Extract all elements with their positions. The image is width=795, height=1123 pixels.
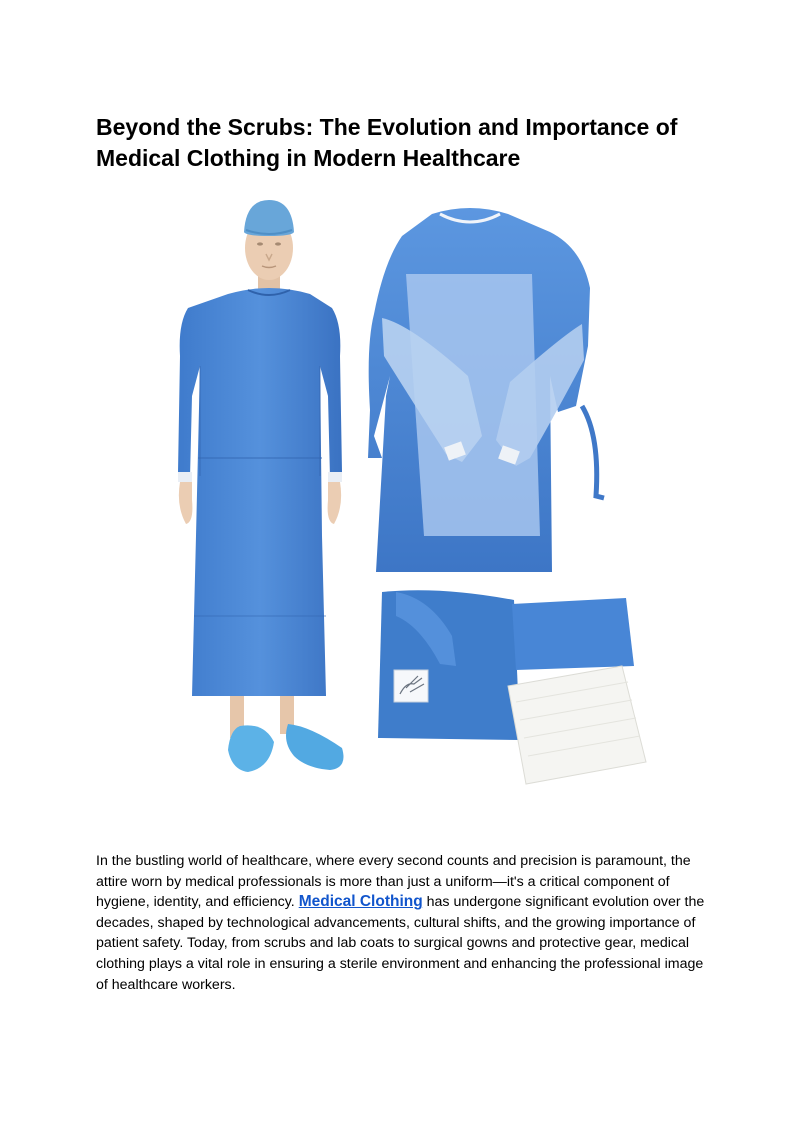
folded-gown-pack — [378, 590, 646, 784]
surgical-gown-worn — [178, 288, 342, 696]
page-title: Beyond the Scrubs: The Evolution and Importance of Medical Clothing in Modern Healthcare — [96, 114, 678, 171]
gown-tie — [582, 406, 604, 498]
intro-text-before-link: In the bustling world of healthcare, where every second counts and precision is paramount, the attire worn by medical professionals is more than just a uniform—it's a critical component of hygiene, identity, and efficiency. — [96, 853, 691, 911]
mannequin-hand-left — [179, 482, 193, 524]
shoe-cover-left — [228, 725, 274, 772]
gown-cuff-right — [328, 472, 342, 482]
surgical-cap — [244, 200, 294, 236]
mannequin-in-gown — [178, 200, 344, 772]
medical-clothing-link[interactable]: Medical Clothing — [298, 893, 423, 911]
hand-towel — [508, 666, 646, 784]
surgical-gowns-image — [170, 196, 660, 796]
gown-cuff-left — [178, 472, 192, 482]
folded-gown-second — [512, 598, 634, 670]
mannequin-hand-right — [328, 482, 342, 524]
intro-text-after-link: has undergone significant evolution over the decades, shaped by technological advancements, cultural shifts, and the growing importance of patient safety. Today, from scrubs and lab coats to surgical gowns and protective gear, medical clothing plays a vital role in ensuring a sterile environment and enhancing the professional image of healthcare workers. — [96, 894, 705, 993]
shoe-cover-right — [286, 724, 344, 770]
glove-label-icon — [394, 670, 428, 702]
intro-paragraph — [96, 851, 706, 995]
surgical-gown-flat — [368, 208, 604, 572]
